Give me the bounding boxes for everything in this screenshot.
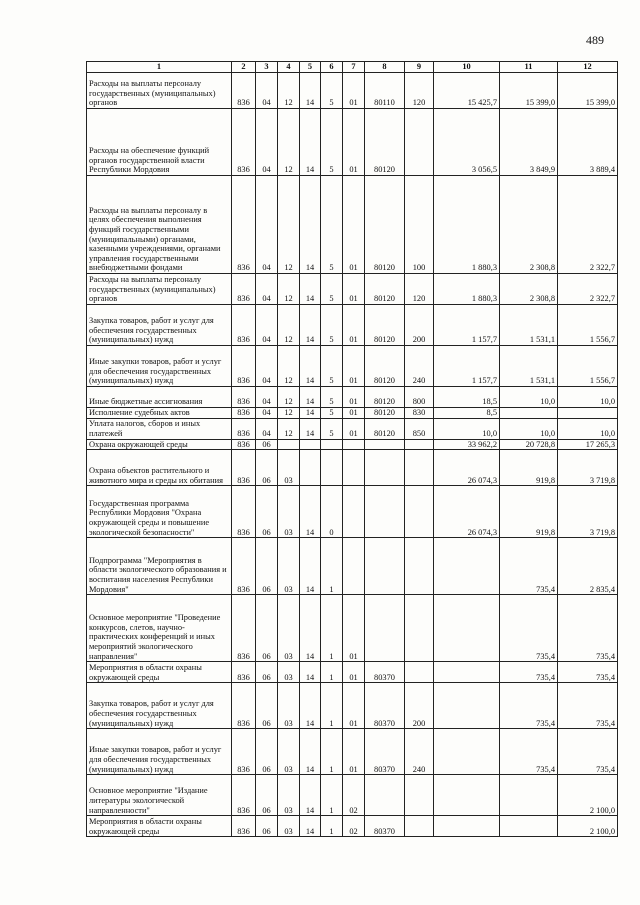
subprogram-code: 5 <box>321 305 343 346</box>
expense-type-code: 240 <box>405 729 434 775</box>
column-header: 8 <box>365 62 405 73</box>
amount-col-11: 1 531,1 <box>500 305 558 346</box>
expense-type-code <box>405 595 434 662</box>
table-row <box>87 595 618 662</box>
subsection-code: 12 <box>278 109 300 176</box>
direction-code: 80120 <box>365 418 405 439</box>
amount-col-11: 735,4 <box>500 595 558 662</box>
activity-code: 01 <box>343 595 365 662</box>
amount-col-12: 1 556,7 <box>558 305 618 346</box>
column-header: 4 <box>278 62 300 73</box>
table-row <box>87 387 618 408</box>
amount-col-10: 26 074,3 <box>434 486 500 538</box>
subsection-code: 03 <box>278 662 300 683</box>
chapter-code: 836 <box>232 486 256 538</box>
chapter-code: 836 <box>232 73 256 109</box>
amount-col-10: 18,5 <box>434 387 500 408</box>
subsection-code: 12 <box>278 418 300 439</box>
column-header: 10 <box>434 62 500 73</box>
amount-col-12: 735,4 <box>558 595 618 662</box>
subprogram-code: 1 <box>321 662 343 683</box>
amount-col-10: 10,0 <box>434 418 500 439</box>
amount-col-11: 735,4 <box>500 729 558 775</box>
row-name: Мероприятия в области охраны окружающей среды <box>87 816 232 837</box>
row-name: Исполнение судебных актов <box>87 408 232 419</box>
subsection-code: 12 <box>278 274 300 305</box>
subprogram-code: 1 <box>321 775 343 816</box>
amount-col-12: 735,4 <box>558 683 618 729</box>
row-name: Закупка товаров, работ и услуг для обеспечения государственных (муниципальных) нужд <box>87 305 232 346</box>
activity-code: 01 <box>343 176 365 274</box>
chapter-code: 836 <box>232 450 256 486</box>
subsection-code: 03 <box>278 729 300 775</box>
direction-code <box>365 538 405 595</box>
budget-table <box>86 61 618 837</box>
subsection-code: 12 <box>278 73 300 109</box>
subsection-code: 03 <box>278 486 300 538</box>
section-code: 06 <box>256 662 278 683</box>
column-header: 6 <box>321 62 343 73</box>
row-name: Подпрограмма "Мероприятия в области экологического образования и воспитания населения Республики Мордовия" <box>87 538 232 595</box>
amount-col-11: 735,4 <box>500 662 558 683</box>
expense-type-code <box>405 486 434 538</box>
program-code <box>300 450 321 486</box>
section-code: 06 <box>256 683 278 729</box>
table-row <box>87 816 618 837</box>
expense-type-code <box>405 538 434 595</box>
row-name: Уплата налогов, сборов и иных платежей <box>87 418 232 439</box>
direction-code: 80370 <box>365 662 405 683</box>
program-code <box>300 439 321 450</box>
amount-col-11: 10,0 <box>500 418 558 439</box>
amount-col-11: 919,8 <box>500 450 558 486</box>
subprogram-code: 5 <box>321 109 343 176</box>
section-code: 06 <box>256 486 278 538</box>
amount-col-11 <box>500 775 558 816</box>
subsection-code: 03 <box>278 595 300 662</box>
amount-col-11: 10,0 <box>500 387 558 408</box>
amount-col-12: 3 719,8 <box>558 450 618 486</box>
row-name: Охрана окружающей среды <box>87 439 232 450</box>
amount-col-10 <box>434 775 500 816</box>
table-row <box>87 418 618 439</box>
column-header: 3 <box>256 62 278 73</box>
section-code: 06 <box>256 816 278 837</box>
subsection-code: 03 <box>278 816 300 837</box>
expense-type-code: 200 <box>405 305 434 346</box>
program-code: 14 <box>300 387 321 408</box>
amount-col-12: 735,4 <box>558 729 618 775</box>
amount-col-10: 1 880,3 <box>434 274 500 305</box>
section-code: 06 <box>256 538 278 595</box>
table-row <box>87 683 618 729</box>
subprogram-code: 5 <box>321 73 343 109</box>
table-row <box>87 729 618 775</box>
row-name: Мероприятия в области охраны окружающей среды <box>87 662 232 683</box>
chapter-code: 836 <box>232 595 256 662</box>
direction-code: 80120 <box>365 176 405 274</box>
chapter-code: 836 <box>232 662 256 683</box>
chapter-code: 836 <box>232 274 256 305</box>
amount-col-10 <box>434 662 500 683</box>
subsection-code <box>278 439 300 450</box>
subprogram-code: 5 <box>321 387 343 408</box>
direction-code: 80120 <box>365 346 405 387</box>
direction-code: 80120 <box>365 387 405 408</box>
chapter-code: 836 <box>232 439 256 450</box>
amount-col-11: 3 849,9 <box>500 109 558 176</box>
amount-col-12: 10,0 <box>558 418 618 439</box>
subsection-code: 03 <box>278 683 300 729</box>
amount-col-12: 1 556,7 <box>558 346 618 387</box>
activity-code: 01 <box>343 683 365 729</box>
activity-code: 02 <box>343 775 365 816</box>
section-code: 04 <box>256 73 278 109</box>
amount-col-10 <box>434 816 500 837</box>
amount-col-11 <box>500 408 558 419</box>
subsection-code: 03 <box>278 450 300 486</box>
section-code: 04 <box>256 408 278 419</box>
section-code: 04 <box>256 109 278 176</box>
program-code: 14 <box>300 408 321 419</box>
subprogram-code: 1 <box>321 538 343 595</box>
amount-col-12: 17 265,3 <box>558 439 618 450</box>
amount-col-11: 1 531,1 <box>500 346 558 387</box>
table-body <box>87 73 618 837</box>
section-code: 06 <box>256 450 278 486</box>
activity-code: 01 <box>343 346 365 387</box>
activity-code <box>343 486 365 538</box>
amount-col-12: 735,4 <box>558 662 618 683</box>
direction-code <box>365 775 405 816</box>
amount-col-11: 15 399,0 <box>500 73 558 109</box>
column-header: 5 <box>300 62 321 73</box>
activity-code: 01 <box>343 408 365 419</box>
expense-type-code: 850 <box>405 418 434 439</box>
program-code: 14 <box>300 729 321 775</box>
table-row <box>87 408 618 419</box>
activity-code: 01 <box>343 305 365 346</box>
section-code: 04 <box>256 387 278 408</box>
chapter-code: 836 <box>232 775 256 816</box>
program-code: 14 <box>300 486 321 538</box>
expense-type-code <box>405 109 434 176</box>
expense-type-code <box>405 450 434 486</box>
column-header: 7 <box>343 62 365 73</box>
amount-col-10: 8,5 <box>434 408 500 419</box>
program-code: 14 <box>300 176 321 274</box>
subprogram-code: 1 <box>321 816 343 837</box>
direction-code: 80120 <box>365 408 405 419</box>
chapter-code: 836 <box>232 408 256 419</box>
section-code: 04 <box>256 418 278 439</box>
program-code: 14 <box>300 775 321 816</box>
expense-type-code: 120 <box>405 274 434 305</box>
amount-col-11: 2 308,8 <box>500 274 558 305</box>
activity-code: 02 <box>343 816 365 837</box>
table-row <box>87 775 618 816</box>
subsection-code: 12 <box>278 408 300 419</box>
activity-code <box>343 450 365 486</box>
subprogram-code: 1 <box>321 683 343 729</box>
amount-col-11: 919,8 <box>500 486 558 538</box>
activity-code <box>343 439 365 450</box>
amount-col-12: 2 100,0 <box>558 775 618 816</box>
expense-type-code: 120 <box>405 73 434 109</box>
row-name: Основное мероприятие "Проведение конкурсов, слетов, научно-практических конференций и иных мероприятий экологического направления" <box>87 595 232 662</box>
amount-col-12: 15 399,0 <box>558 73 618 109</box>
row-name: Расходы на выплаты персоналу государственных (муниципальных) органов <box>87 73 232 109</box>
amount-col-12: 10,0 <box>558 387 618 408</box>
amount-col-11 <box>500 816 558 837</box>
expense-type-code: 100 <box>405 176 434 274</box>
row-name: Расходы на выплаты персоналу в целях обеспечения выполнения функций государственными (муниципальными) органами, казенными учреждениями, органами управления государственными внебюджетными фондами <box>87 176 232 274</box>
amount-col-11: 735,4 <box>500 538 558 595</box>
subsection-code: 12 <box>278 305 300 346</box>
table-row <box>87 305 618 346</box>
amount-col-10: 33 962,2 <box>434 439 500 450</box>
table-row <box>87 450 618 486</box>
subprogram-code: 1 <box>321 595 343 662</box>
program-code: 14 <box>300 683 321 729</box>
header-row <box>87 62 618 73</box>
chapter-code: 836 <box>232 346 256 387</box>
subprogram-code: 5 <box>321 418 343 439</box>
expense-type-code <box>405 662 434 683</box>
table-row <box>87 538 618 595</box>
amount-col-10 <box>434 683 500 729</box>
subsection-code: 03 <box>278 538 300 595</box>
direction-code: 80120 <box>365 109 405 176</box>
amount-col-10: 15 425,7 <box>434 73 500 109</box>
amount-col-10: 26 074,3 <box>434 450 500 486</box>
table-row <box>87 346 618 387</box>
row-name: Государственная программа Республики Мордовия "Охрана окружающей среды и повышение экологической безопасности" <box>87 486 232 538</box>
amount-col-10: 1 157,7 <box>434 346 500 387</box>
subprogram-code: 0 <box>321 486 343 538</box>
program-code: 14 <box>300 816 321 837</box>
amount-col-10 <box>434 538 500 595</box>
direction-code: 80120 <box>365 305 405 346</box>
section-code: 04 <box>256 274 278 305</box>
section-code: 06 <box>256 595 278 662</box>
amount-col-10: 1 880,3 <box>434 176 500 274</box>
chapter-code: 836 <box>232 418 256 439</box>
amount-col-10 <box>434 729 500 775</box>
program-code: 14 <box>300 538 321 595</box>
column-header: 12 <box>558 62 618 73</box>
chapter-code: 836 <box>232 109 256 176</box>
amount-col-11: 20 728,8 <box>500 439 558 450</box>
subprogram-code: 5 <box>321 408 343 419</box>
program-code: 14 <box>300 274 321 305</box>
column-header: 9 <box>405 62 434 73</box>
amount-col-11: 2 308,8 <box>500 176 558 274</box>
table-row <box>87 109 618 176</box>
row-name: Иные закупки товаров, работ и услуг для обеспечения государственных (муниципальных) нужд <box>87 346 232 387</box>
direction-code <box>365 439 405 450</box>
direction-code: 80370 <box>365 729 405 775</box>
amount-col-12: 2 835,4 <box>558 538 618 595</box>
activity-code: 01 <box>343 387 365 408</box>
section-code: 06 <box>256 439 278 450</box>
amount-col-12 <box>558 408 618 419</box>
table-row <box>87 486 618 538</box>
program-code: 14 <box>300 662 321 683</box>
amount-col-12: 2 100,0 <box>558 816 618 837</box>
activity-code: 01 <box>343 418 365 439</box>
table-row <box>87 439 618 450</box>
row-name: Иные закупки товаров, работ и услуг для обеспечения государственных (муниципальных) нужд <box>87 729 232 775</box>
chapter-code: 836 <box>232 538 256 595</box>
section-code: 04 <box>256 176 278 274</box>
program-code: 14 <box>300 109 321 176</box>
chapter-code: 836 <box>232 729 256 775</box>
table-row <box>87 73 618 109</box>
activity-code <box>343 538 365 595</box>
section-code: 06 <box>256 775 278 816</box>
chapter-code: 836 <box>232 305 256 346</box>
expense-type-code: 830 <box>405 408 434 419</box>
section-code: 06 <box>256 729 278 775</box>
direction-code: 80120 <box>365 274 405 305</box>
column-header: 11 <box>500 62 558 73</box>
column-header: 2 <box>232 62 256 73</box>
program-code: 14 <box>300 418 321 439</box>
chapter-code: 836 <box>232 176 256 274</box>
subprogram-code <box>321 450 343 486</box>
activity-code: 01 <box>343 729 365 775</box>
row-name: Основное мероприятие "Издание литературы экологической направленности" <box>87 775 232 816</box>
chapter-code: 836 <box>232 816 256 837</box>
activity-code: 01 <box>343 109 365 176</box>
program-code: 14 <box>300 73 321 109</box>
program-code: 14 <box>300 595 321 662</box>
amount-col-12: 2 322,7 <box>558 176 618 274</box>
page-number: 489 <box>586 33 604 47</box>
table-row <box>87 662 618 683</box>
direction-code: 80110 <box>365 73 405 109</box>
subsection-code: 12 <box>278 346 300 387</box>
subprogram-code: 5 <box>321 176 343 274</box>
direction-code: 80370 <box>365 816 405 837</box>
subprogram-code: 1 <box>321 729 343 775</box>
row-name: Расходы на обеспечение функций органов государственной власти Республики Мордовия <box>87 109 232 176</box>
subsection-code: 12 <box>278 387 300 408</box>
amount-col-10: 3 056,5 <box>434 109 500 176</box>
direction-code <box>365 450 405 486</box>
direction-code <box>365 595 405 662</box>
section-code: 04 <box>256 305 278 346</box>
amount-col-12: 3 889,4 <box>558 109 618 176</box>
expense-type-code: 240 <box>405 346 434 387</box>
table-row <box>87 274 618 305</box>
chapter-code: 836 <box>232 683 256 729</box>
subsection-code: 12 <box>278 176 300 274</box>
section-code: 04 <box>256 346 278 387</box>
row-name: Охрана объектов растительного и животного мира и среды их обитания <box>87 450 232 486</box>
row-name: Иные бюджетные ассигнования <box>87 387 232 408</box>
subprogram-code: 5 <box>321 346 343 387</box>
subprogram-code: 5 <box>321 274 343 305</box>
column-header: 1 <box>87 62 232 73</box>
expense-type-code <box>405 816 434 837</box>
expense-type-code: 200 <box>405 683 434 729</box>
expense-type-code <box>405 439 434 450</box>
amount-col-11: 735,4 <box>500 683 558 729</box>
activity-code: 01 <box>343 274 365 305</box>
table-row <box>87 176 618 274</box>
direction-code: 80370 <box>365 683 405 729</box>
amount-col-12: 3 719,8 <box>558 486 618 538</box>
program-code: 14 <box>300 346 321 387</box>
subsection-code: 03 <box>278 775 300 816</box>
amount-col-10: 1 157,7 <box>434 305 500 346</box>
amount-col-12: 2 322,7 <box>558 274 618 305</box>
expense-type-code <box>405 775 434 816</box>
row-name: Закупка товаров, работ и услуг для обеспечения государственных (муниципальных) нужд <box>87 683 232 729</box>
row-name: Расходы на выплаты персоналу государственных (муниципальных) органов <box>87 274 232 305</box>
expense-type-code: 800 <box>405 387 434 408</box>
amount-col-10 <box>434 595 500 662</box>
direction-code <box>365 486 405 538</box>
program-code: 14 <box>300 305 321 346</box>
activity-code: 01 <box>343 662 365 683</box>
activity-code: 01 <box>343 73 365 109</box>
chapter-code: 836 <box>232 387 256 408</box>
subprogram-code <box>321 439 343 450</box>
